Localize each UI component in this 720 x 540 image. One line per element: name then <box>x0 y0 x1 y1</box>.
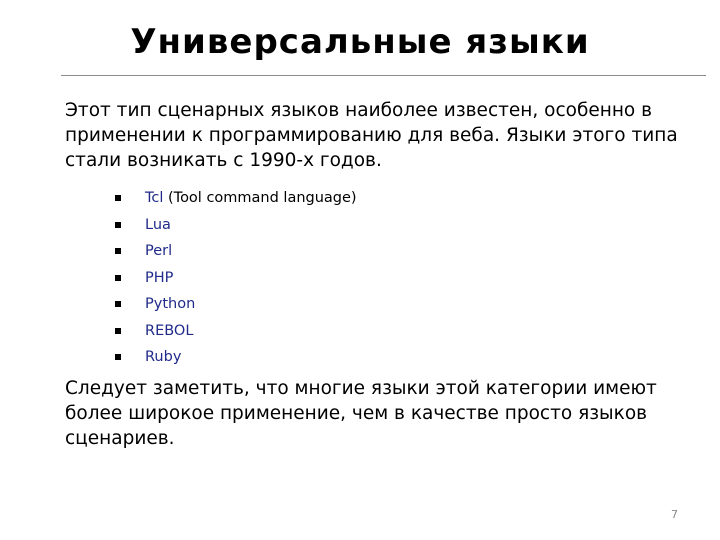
list-item <box>115 291 357 318</box>
language-name: Python <box>145 296 196 312</box>
list-item <box>115 238 357 265</box>
bullet-square-icon <box>115 328 121 334</box>
language-list <box>115 185 357 371</box>
list-item <box>115 344 357 371</box>
title-divider <box>61 75 706 76</box>
list-item <box>115 212 357 239</box>
slide-title: Универсальные языки <box>130 22 590 62</box>
bullet-square-icon <box>115 195 121 201</box>
bullet-square-icon <box>115 354 121 360</box>
language-name: Perl <box>145 243 173 259</box>
outro-paragraph: Следует заметить, что многие языки этой категории имеют более широкое применение, чем в качестве просто языков сценариев. <box>65 378 657 449</box>
bullet-square-icon <box>115 301 121 307</box>
language-name: Tcl <box>145 190 164 206</box>
bullet-square-icon <box>115 222 121 228</box>
intro-paragraph: Этот тип сценарных языков наиболее известен, особенно в применении к программированию для веба. Языки этого типа стали возникать с 1990-х годов. <box>65 100 678 171</box>
language-note: (Tool command language) <box>163 190 357 206</box>
language-name: REBOL <box>145 322 194 339</box>
list-item <box>115 185 357 212</box>
bullet-square-icon <box>115 275 121 281</box>
page-number: 7 <box>671 508 678 521</box>
bullet-square-icon <box>115 248 121 254</box>
language-name: Ruby <box>145 349 182 365</box>
language-name: Lua <box>145 216 171 233</box>
language-name: PHP <box>145 269 174 286</box>
list-item <box>115 265 357 292</box>
list-item <box>115 318 357 345</box>
